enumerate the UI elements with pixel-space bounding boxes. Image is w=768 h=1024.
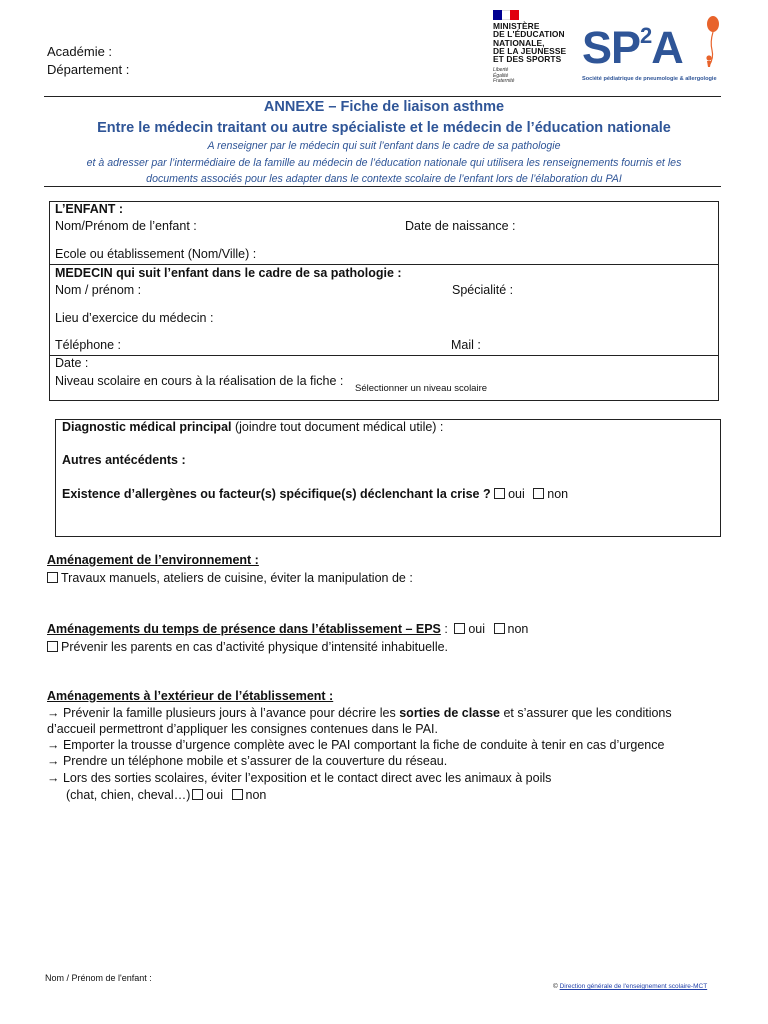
- outside-line-5: → Lors des sorties scolaires, éviter l’exposition et le contact direct avec les animaux à poils: [47, 771, 552, 785]
- sp2a-tagline: Société pédiatrique de pneumologie & allergologie: [582, 76, 717, 82]
- environment-item: Travaux manuels, ateliers de cuisine, éviter la manipulation de :: [47, 571, 413, 585]
- title-subtitle: Entre le médecin traitant ou autre spécialiste et le médecin de l’éducation nationale: [97, 120, 671, 136]
- specialty-field[interactable]: Spécialité :: [452, 283, 514, 297]
- allergens-no-checkbox[interactable]: [533, 488, 544, 499]
- french-flag-icon: [493, 10, 519, 20]
- ministry-motto: Liberté Égalité Fraternité: [493, 67, 515, 84]
- diagnostic-box: [55, 419, 721, 537]
- ministry-name: MINISTÈRE DE L'ÉDUCATION NATIONALE, DE LA JEUNESSE ET DES SPORTS: [493, 21, 567, 65]
- phone-field[interactable]: Téléphone :: [55, 338, 122, 352]
- presence-no-checkbox[interactable]: [494, 623, 505, 634]
- environment-checkbox[interactable]: [47, 572, 58, 583]
- allergens-yes-checkbox[interactable]: [494, 488, 505, 499]
- presence-heading: Aménagements du temps de présence dans l’établissement – EPS: [47, 622, 441, 636]
- other-history[interactable]: Autres antécédents :: [62, 453, 186, 467]
- environment-heading: Aménagement de l’environnement :: [47, 553, 259, 567]
- outside-line-2: d’accueil permettront d’appliquer les consignes contenues dans le PAI.: [47, 722, 438, 736]
- mail-field[interactable]: Mail :: [451, 338, 481, 352]
- outside-line-1: → Prévenir la famille plusieurs jours à l’avance pour décrire les sorties de classe et s’assurer que les conditions: [47, 706, 672, 720]
- divider-child: [49, 264, 719, 265]
- practice-place-field[interactable]: Lieu d’exercice du médecin :: [55, 311, 214, 325]
- school-level-label: Niveau scolaire en cours à la réalisation de la fiche :: [55, 374, 344, 388]
- child-name-field[interactable]: Nom/Prénom de l’enfant :: [55, 219, 197, 233]
- title-annexe: ANNEXE – Fiche de liaison asthme: [263, 99, 505, 115]
- diagnostic-main[interactable]: Diagnostic médical principal (joindre tout document médical utile) :: [62, 420, 444, 434]
- outside-line-3: → Emporter la trousse d’urgence complète avec le PAI comportant la fiche de conduite à tenir en cas d’urgence: [47, 738, 665, 752]
- outside-line-4: → Prendre un téléphone mobile et s’assurer de la couverture du réseau.: [47, 754, 448, 768]
- animals-no-checkbox[interactable]: [232, 789, 243, 800]
- child-heading: L’ENFANT :: [55, 202, 124, 216]
- outside-heading: Aménagements à l’extérieur de l’établissement :: [47, 689, 334, 703]
- doctor-heading: MEDECIN qui suit l’enfant dans le cadre de sa pathologie :: [55, 266, 402, 280]
- doctor-name-field[interactable]: Nom / prénom :: [55, 283, 142, 297]
- ministry-logo: [489, 10, 569, 90]
- date-field[interactable]: Date :: [55, 356, 89, 370]
- school-field[interactable]: Ecole ou établissement (Nom/Ville) :: [55, 247, 257, 261]
- header-left: [47, 43, 129, 79]
- title-instructions: A renseigner par le médecin qui suit l’enfant dans le cadre de sa pathologie et à adresser par l’intermédiaire de la famille au médecin de l’éducation nationale qui utilisera les renseignements fournis et les documents associés pour les adapter dans le contexte scolaire de l’enfant lors de l’élaboration du PAI: [86, 140, 682, 185]
- allergens-question: Existence d’allergènes ou facteur(s) spécifique(s) déclenchant la crise ? oui non: [62, 487, 569, 501]
- presence-item-checkbox[interactable]: [47, 641, 58, 652]
- academie-label: Académie :: [47, 44, 113, 59]
- footer-credit: © Direction générale de l'enseignement scolaire-MCT: [553, 983, 708, 990]
- departement-label: Département :: [47, 62, 130, 77]
- footer-child-name: Nom / Prénom de l'enfant :: [45, 973, 152, 983]
- presence-yes-checkbox[interactable]: [454, 623, 465, 634]
- sp2a-wordmark: $SP^2A$: [582, 22, 683, 73]
- presence-item: Prévenir les parents en cas d’activité physique d’intensité inhabituelle.: [47, 640, 448, 654]
- balloon-icon: [692, 14, 728, 72]
- outside-line-6: (chat, chien, cheval…) oui non: [66, 788, 267, 802]
- birth-date-field[interactable]: Date de naissance :: [405, 219, 516, 233]
- header-rule-top: [44, 96, 721, 97]
- header-rule-bottom: [44, 186, 721, 187]
- footer-link[interactable]: Direction générale de l'enseignement scolaire-MCT: [559, 983, 708, 990]
- animals-yes-checkbox[interactable]: [192, 789, 203, 800]
- sp2a-logo: [580, 14, 730, 88]
- school-level-select[interactable]: Sélectionner un niveau scolaire: [355, 383, 488, 394]
- presence-heading-row: Aménagements du temps de présence dans l’établissement – EPS : oui non: [47, 622, 529, 636]
- divider-doctor: [49, 355, 719, 356]
